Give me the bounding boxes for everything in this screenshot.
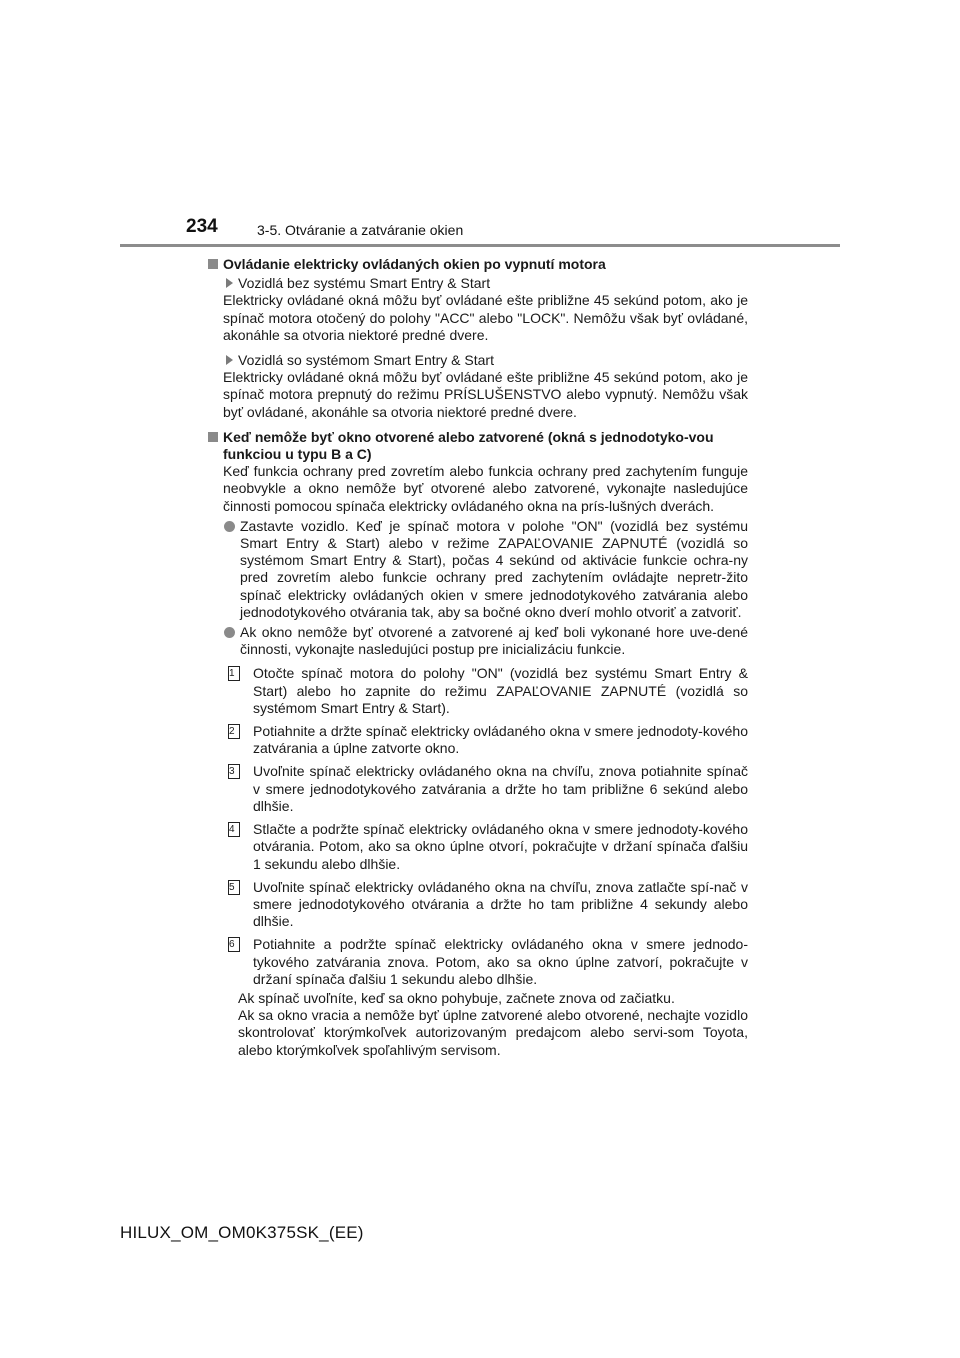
heading-text: Ovládanie elektricky ovládaných okien po vypnutí motora [223,256,606,272]
step-text: Uvoľnite spínač elektricky ovládaného okna na chvíľu, znova zatlačte spí-nač v smere jednodotykového otvárania a držte ho tam približne 4 sekundy alebo dlhšie. [253,878,748,930]
step-number-badge: 3 [228,764,240,779]
section-title: 3-5. Otváranie a zatváranie okien [257,222,464,238]
step-text: Otočte spínač motora do polohy "ON" (vozidlá bez systému Smart Entry & Start) alebo ho zapnite do režimu ZAPAĽOVANIE ZAPNUTÉ (vozidlá so systémom Smart Entry & Start). [253,665,748,716]
document-code-footer: HILUX_OM_OM0K375SK_(EE) [120,1223,364,1242]
step-number-badge: 5 [228,880,240,895]
step-text: Stlačte a podržte spínač elektricky ovládaného okna v smere jednodoty-kového otvárania. Potom, ako sa okno úplne otvorí, pokračujte v držaní spínača ďalšiu 1 sekundu alebo dlhšie. [253,821,748,872]
circle-bullet-icon [224,627,235,638]
step-number-badge: 1 [228,666,240,681]
note-paragraph: Ak sa okno vracia a nemôže byť úplne zatvorené alebo otvorené, nechajte vozidlo skontrolovať ktorýmkoľvek autorizovaným predajcom alebo servi-som Toyota, alebo ktorýmkoľvek spoľahlivým servisom. [238,1007,748,1058]
circle-bullet-icon [224,521,235,532]
step-text: Potiahnite a držte spínač elektricky ovládaného okna v smere jednodoty-kového zatvárania a úplne zatvorte okno. [253,723,748,757]
bullet-text: Ak okno nemôže byť otvorené a zatvorené aj keď boli vykonané hore uve-dené činnosti, vykonajte nasledujúci postup pre inicializáciu funkcie. [240,624,748,658]
paragraph: Elektricky ovládané okná môžu byť ovládané ešte približne 45 sekúnd potom, ako je spínač motora otočený do polohy "ACC" alebo "LOCK". Nemôžu však byť ovládané, akonáhle sa otvoria niektoré predné dvere. [223,292,748,343]
subsection-label-text: Vozidlá so systémom Smart Entry & Start [238,352,494,369]
main-content [208,256,748,1059]
intro-paragraph: Keď funkcia ochrany pred zovretím alebo funkcia ochrany pred zachytením funguje neobvykle a okno nemôže byť otvorené alebo zatvorené, vykonajte nasledujúce činnosti pomocou spínača elektricky ovládaného okna na prís-lušných dverách. [223,463,748,514]
step-item [225,665,748,717]
triangle-arrow-icon [226,278,233,288]
heading-text: Keď nemôže byť okno otvorené alebo zatvorené (okná s jednodotyko-vou funkciou u typu B a C) [223,428,714,463]
procedure-steps [208,665,748,987]
step-number-badge: 2 [228,724,240,739]
subsection-label [223,352,748,369]
note-paragraph: Ak spínač uvoľníte, keď sa okno pohybuje, začnete znova od začiatku. [238,989,675,1006]
step-item [225,763,748,815]
square-bullet-icon [208,432,218,442]
page-number: 234 [186,216,218,237]
bullet-item [223,624,748,658]
subsection-label-text: Vozidlá bez systému Smart Entry & Start [238,275,491,292]
section-heading-power-windows-after-engine-off [208,256,748,273]
bullet-text: Zastavte vozidlo. Keď je spínač motora v polohe "ON" (vozidlá bez systému Smart Entry & Start) alebo v režime ZAPAĽOVANIE ZAPNUTÉ (vozidlá so systémom Smart Entry & Start), počas 4 sekúnd od aktivácie funkcie ochra-ny pred zovretím alebo funkcie ochrany pred zachytením ovládajte nepretr-žito spínač elektricky ovládaných okien v smere jednodotykového zatvárania alebo jednodotykového otvárania tak, aby sa bočné okno dverí mohlo otvoriť a zatvoriť. [240,517,748,620]
step-item [225,821,748,873]
square-bullet-icon [208,259,218,269]
triangle-arrow-icon [226,355,233,365]
step-item [225,936,748,988]
subsection-label [223,275,748,292]
step-text: Uvoľnite spínač elektricky ovládaného okna na chvíľu, znova potiahnite spínač v smere jednodotykového zatvárania a držte ho tam približne 6 sekúnd alebo dlhšie. [253,763,748,814]
paragraph: Elektricky ovládané okná môžu byť ovládané ešte približne 45 sekúnd potom, ako je spínač motora prepnutý do režimu PRÍSLUŠENSTVO alebo vypnutý. Nemôžu však byť ovládané, akonáhle sa otvoria niektoré predné dvere. [223,369,748,420]
step-number-badge: 6 [228,937,240,952]
section-heading-window-cannot-open-close [208,429,748,463]
header-divider [120,244,840,247]
step-number-badge: 4 [228,822,240,837]
step-item [225,879,748,931]
bullet-item [223,518,748,621]
step-text: Potiahnite a podržte spínač elektricky ovládaného okna v smere jednodo-tykového zatvárania znova. Potom, ako sa okno úplne zatvorí, pokračujte v držaní spínača ďalšiu 1 sekundu alebo dlhšie. [253,936,748,987]
step-item [225,723,748,757]
